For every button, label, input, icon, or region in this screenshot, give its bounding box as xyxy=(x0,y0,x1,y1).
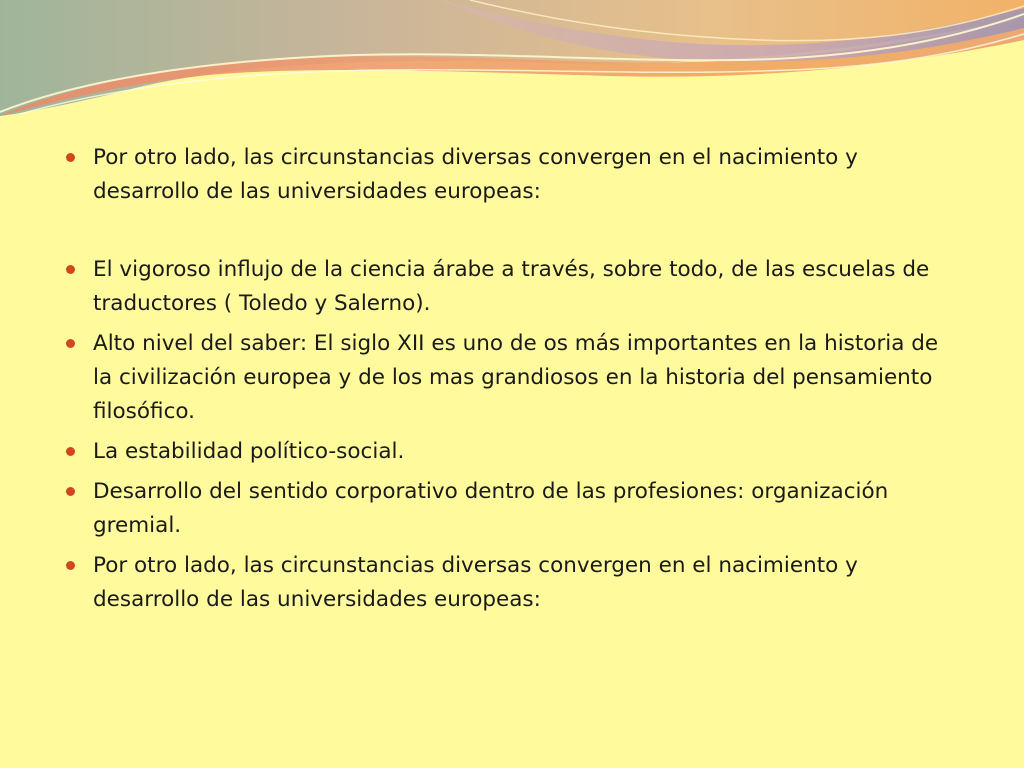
bullet-item xyxy=(64,141,964,209)
bullet-text: Por otro lado, las circunstancias diversas convergen en el nacimiento y desarrollo de las universidades europeas: xyxy=(93,145,858,204)
bullet-list xyxy=(64,141,964,617)
bullet-text: Alto nivel del saber: El siglo XII es uno de os más importantes en la historia de la civilización europea y de los mas grandiosos en la historia del pensamiento filosófico. xyxy=(93,331,939,424)
slide-body xyxy=(64,141,964,623)
bullet-item xyxy=(64,327,964,429)
bullet-text: El vigoroso influjo de la ciencia árabe a través, sobre todo, de las escuelas de traductores ( Toledo y Salerno). xyxy=(93,257,930,316)
bullet-dot-icon xyxy=(66,447,75,456)
bullet-dot-icon xyxy=(66,265,75,274)
bullet-item xyxy=(64,549,964,617)
bullet-dot-icon xyxy=(66,339,75,348)
bullet-item xyxy=(64,435,964,469)
bullet-dot-icon xyxy=(66,153,75,162)
bullet-text: Por otro lado, las circunstancias diversas convergen en el nacimiento y desarrollo de las universidades europeas: xyxy=(93,553,858,612)
bullet-text: La estabilidad político-social. xyxy=(93,439,405,464)
bullet-text: Desarrollo del sentido corporativo dentro de las profesiones: organización gremial. xyxy=(93,479,889,538)
bullet-item xyxy=(64,253,964,321)
bullet-dot-icon xyxy=(66,561,75,570)
bullet-item xyxy=(64,475,964,543)
decorative-wave-banner xyxy=(0,0,1024,120)
bullet-dot-icon xyxy=(66,487,75,496)
